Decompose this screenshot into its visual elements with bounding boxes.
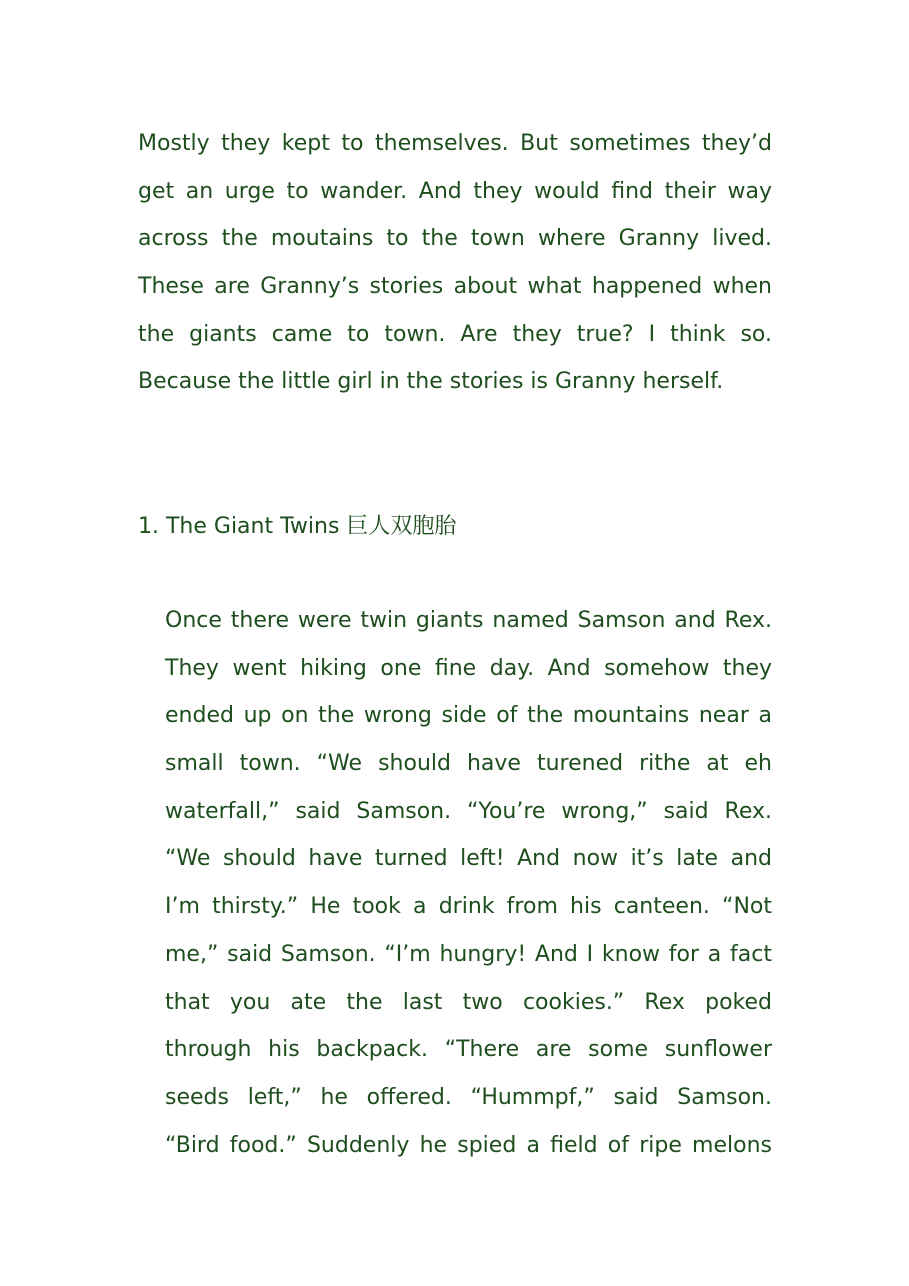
text-line: that you ate the last two cookies.” Rex poked [165,989,772,1015]
text-line: me,” said Samson. “I’m hungry! And I know for a fact [165,941,772,967]
text-line: “Bird food.” Suddenly he spied a field of ripe melons [165,1132,772,1158]
text-line: seeds left,” he offered. “Hummpf,” said Samson. [165,1084,772,1110]
intro-paragraph [138,120,772,406]
text-line: the giants came to town. Are they true? I think so. [138,321,772,347]
text-line: Mostly they kept to themselves. But sometimes they’d [138,131,772,156]
text-line: get an urge to wander. And they would find their way [138,178,772,204]
text-line: through his backpack. “There are some sunflower [165,1037,772,1063]
text-line: Once there were twin giants named Samson and Rex. [165,608,772,633]
text-line: small town. “We should have turened rithe at eh [165,751,772,777]
text-line: “We should have turned left! And now it’s late and [165,846,772,872]
text-line: They went hiking one fine day. And somehow they [165,655,772,681]
chapter-heading: 1. The Giant Twins 巨人双胞胎 [138,514,457,539]
text-line: ended up on the wrong side of the mountains near a [165,703,772,729]
text-line: across the moutains to the town where Granny lived. [138,226,772,252]
chapter-paragraph [165,597,772,1169]
text-line: I’m thirsty.” He took a drink from his canteen. “Not [165,894,772,920]
text-line: These are Granny’s stories about what happened when [138,274,772,300]
text-line: waterfall,” said Samson. “You’re wrong,” said Rex. [165,798,772,824]
text-line: Because the little girl in the stories is Granny herself. [138,369,724,395]
